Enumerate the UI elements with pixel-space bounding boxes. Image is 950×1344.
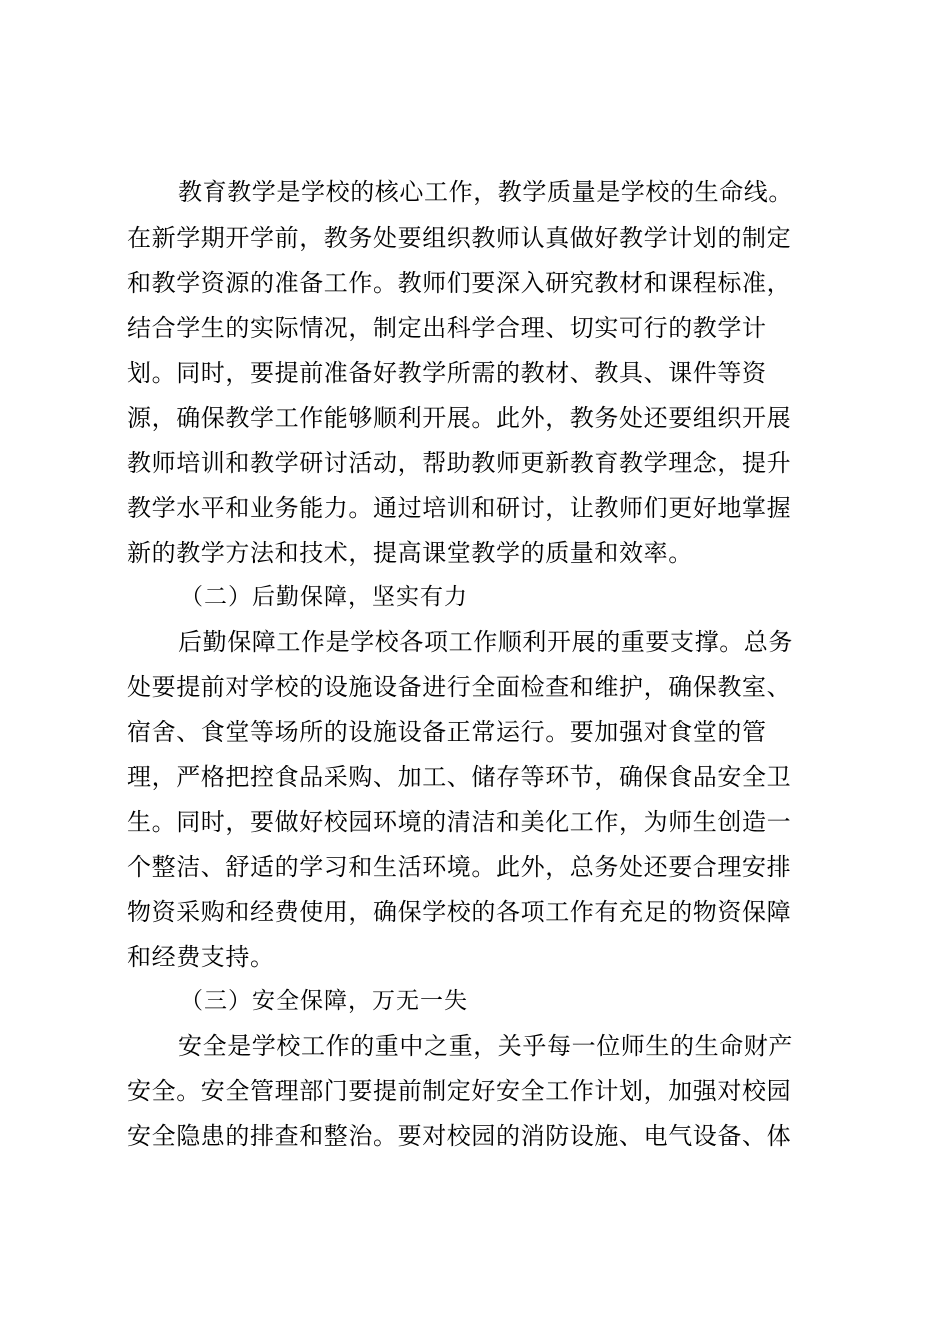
paragraph-line: 安全。安全管理部门要提前制定好安全工作计划，加强对校园: [127, 1077, 792, 1105]
paragraph-line: 后勤保障工作是学校各项工作顺利开展的重要支撑。总务: [178, 628, 793, 656]
paragraph-line: 生。同时，要做好校园环境的清洁和美化工作，为师生创造一: [127, 808, 792, 836]
paragraph-line: 结合学生的实际情况，制定出科学合理、切实可行的教学计: [127, 314, 767, 342]
paragraph-line: 宿舍、食堂等场所的设施设备正常运行。要加强对食堂的管: [127, 718, 767, 746]
paragraph-line: 和教学资源的准备工作。教师们要深入研究教材和课程标准，: [127, 269, 792, 297]
paragraph-line: 教师培训和教学研讨活动，帮助教师更新教育教学理念，提升: [127, 449, 792, 477]
paragraph-line: 教育教学是学校的核心工作，教学质量是学校的生命线。: [178, 178, 793, 206]
paragraph-line: 教学水平和业务能力。通过培训和研讨，让教师们更好地掌握: [127, 494, 792, 522]
paragraph-line: 安全隐患的排查和整治。要对校园的消防设施、电气设备、体: [127, 1122, 792, 1150]
paragraph-line: 物资采购和经费使用，确保学校的各项工作有充足的物资保障: [127, 898, 792, 926]
paragraph-line: 在新学期开学前，教务处要组织教师认真做好教学计划的制定: [127, 224, 792, 252]
paragraph-line: 新的教学方法和技术，提高课堂教学的质量和效率。: [127, 539, 693, 567]
paragraph-line: 源，确保教学工作能够顺利开展。此外，教务处还要组织开展: [127, 404, 792, 432]
paragraph-line: 划。同时，要提前准备好教学所需的教材、教具、课件等资: [127, 359, 767, 387]
section-heading: （三）安全保障，万无一失: [180, 988, 468, 1014]
paragraph-line: 和经费支持。: [127, 943, 275, 971]
paragraph-line: 安全是学校工作的重中之重，关乎每一位师生的生命财产: [178, 1032, 793, 1060]
paragraph-line: 个整洁、舒适的学习和生活环境。此外，总务处还要合理安排: [127, 853, 792, 881]
section-heading: （二）后勤保障，坚实有力: [180, 584, 468, 610]
paragraph-line: 理，严格把控食品采购、加工、储存等环节，确保食品安全卫: [127, 763, 792, 791]
paragraph-line: 处要提前对学校的设施设备进行全面检查和维护，确保教室、: [127, 673, 792, 701]
